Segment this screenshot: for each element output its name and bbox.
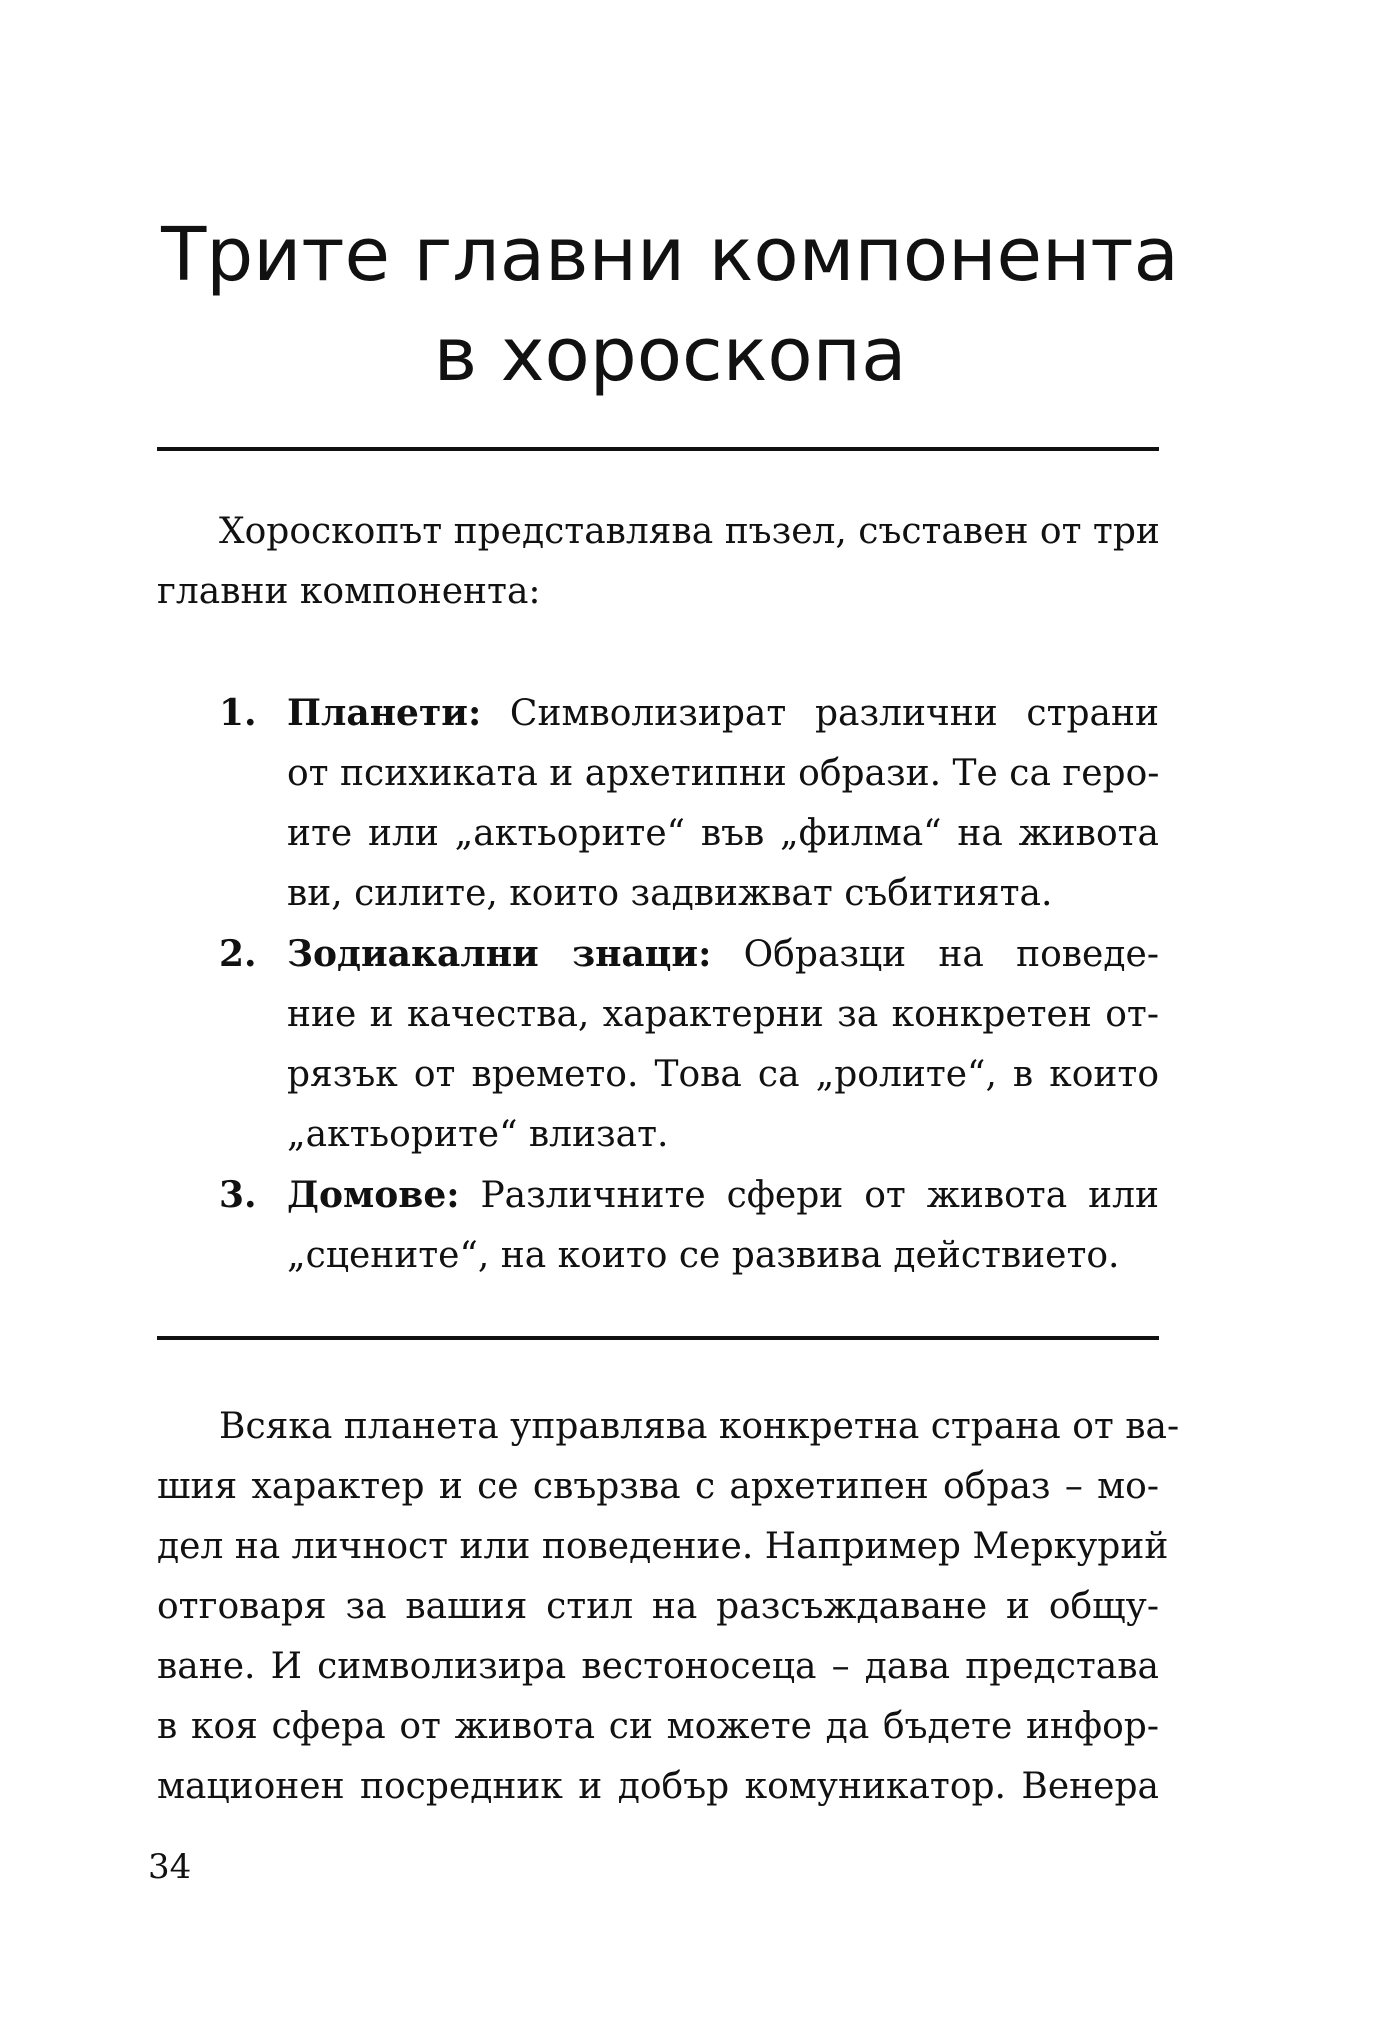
- body-line: шия характер и се свързва с архетипен образ – мо-: [157, 1466, 1159, 1507]
- list-line: ви, силите, които задвижват събитията.: [287, 873, 1053, 914]
- intro-paragraph: [157, 502, 1159, 622]
- list-first-line: [287, 683, 1159, 744]
- bottom-divider: [157, 1336, 1159, 1340]
- list-item-houses: [157, 1165, 1159, 1286]
- list-item-zodiac-signs: [157, 924, 1159, 1165]
- top-divider: [157, 447, 1159, 451]
- list-first-rest: Различните сфери от живота или: [459, 1175, 1159, 1216]
- list-term: Планети:: [287, 692, 482, 734]
- list-term: Зодиакални знаци:: [287, 933, 712, 975]
- list-line: от психиката и архетипни образи. Те са геро-: [287, 753, 1160, 794]
- body-paragraph: [157, 1397, 1180, 1817]
- list-first-line: [287, 924, 1159, 985]
- list-number: 2.: [219, 933, 257, 975]
- list-item-planets: [157, 683, 1159, 924]
- chapter-title-line-1: Трите главни компонента: [161, 212, 1179, 298]
- list-line: „актьорите“ влизат.: [287, 1114, 669, 1155]
- list-first-rest: Символизират различни страни: [481, 693, 1159, 734]
- list-number: 3.: [219, 1174, 257, 1216]
- intro-line: Хороскопът представлява пъзел, съставен от три: [219, 511, 1160, 552]
- body-line: мационен посредник и добър комуникатор. Венера: [157, 1766, 1159, 1807]
- list-line: „сцените“, на които се развива действието.: [287, 1235, 1120, 1276]
- chapter-title: [100, 205, 1240, 405]
- list-line: ите или „актьорите“ във „филма“ на живота: [287, 813, 1159, 854]
- body-line: в коя сфера от живота си можете да бъдете инфор-: [157, 1706, 1159, 1747]
- list-number: 1.: [219, 692, 257, 734]
- chapter-title-line-2: в хороскопа: [433, 312, 907, 398]
- page-number: 34: [148, 1847, 192, 1887]
- components-list: [157, 683, 1159, 1286]
- list-line: ние и качества, характерни за конкретен от-: [287, 994, 1159, 1035]
- body-line: Всяка планета управлява конкретна страна от ва-: [219, 1406, 1180, 1447]
- list-first-rest: Образци на поведе-: [711, 934, 1159, 975]
- body-line: дел на личност или поведение. Например Меркурий: [157, 1526, 1169, 1567]
- body-line: ване. И символизира вестоносеца – дава представа: [157, 1646, 1159, 1687]
- list-first-line: [287, 1165, 1159, 1226]
- list-term: Домове:: [287, 1174, 460, 1216]
- list-line: рязък от времето. Това са „ролите“, в които: [287, 1054, 1159, 1095]
- body-line: отговаря за вашия стил на разсъждаване и общу-: [157, 1586, 1159, 1627]
- intro-line: главни компонента:: [157, 571, 541, 612]
